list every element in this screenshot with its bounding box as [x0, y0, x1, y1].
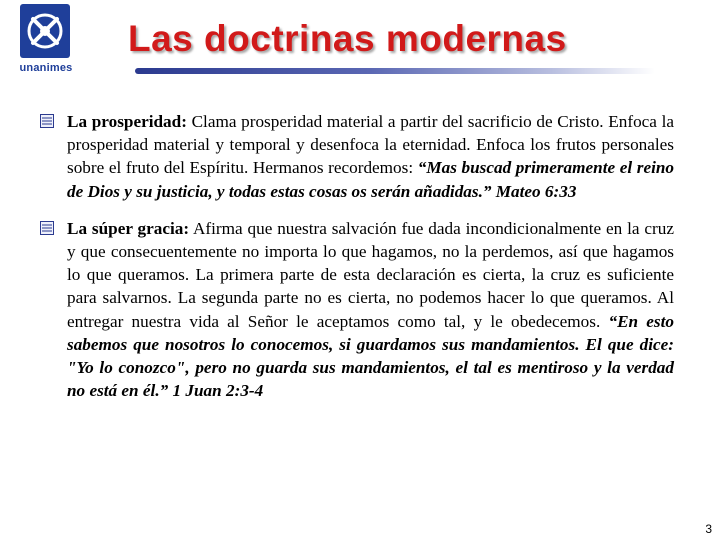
- logo: [6, 4, 86, 84]
- page-title: Las doctrinas modernas: [128, 18, 567, 59]
- bullet-label: La súper gracia:: [67, 218, 190, 238]
- bullet-quote: “Mas buscad primeramente el reino de Dios y su justicia, y todas estas cosas os serán añadidas.” Mateo 6:33: [67, 158, 674, 201]
- bullet-quote: “En esto sabemos que nosotros lo conocemos, si guardamos sus mandamientos. El que dice: "Yo lo conozco", pero no guarda sus mandamientos, el tal es mentiroso y la verdad no está en él.” 1 Juan 2:3-4: [67, 311, 674, 401]
- bullet-super-gracia: [40, 217, 674, 403]
- logo-text: unanimes: [19, 62, 73, 74]
- bullet-icon: [40, 221, 54, 235]
- bullet-text: Clama prosperidad material a partir del sacrificio de Cristo. Enfoca la prosperidad material y temporal y desenfoca la eternidad. Enfoca los frutos personales sobre el fruto del Espíritu. Hermanos recordemos:: [67, 112, 674, 178]
- bullet-icon: [40, 114, 54, 128]
- title-underline: [135, 68, 655, 74]
- bullet-label: La prosperidad:: [67, 112, 187, 131]
- bullet-prosperidad: [40, 110, 674, 203]
- bullet-text: Afirma que nuestra salvación fue dada incondicionalmente en la cruz y que consecuentemente no importa lo que hagamos, no la perdemos, así que hagamos lo que queramos. La primera parte de esta declaración es cierta, la cruz es suficiente para salvarnos. La segunda parte no es cierta, no podemos hacer lo que queramos. Al entregar nuestra vida al Señor le aceptamos como tal, y le obedecemos.: [67, 218, 674, 331]
- page-number: 3: [705, 522, 712, 536]
- content: [40, 110, 674, 416]
- unanimes-logo-icon: [20, 4, 70, 58]
